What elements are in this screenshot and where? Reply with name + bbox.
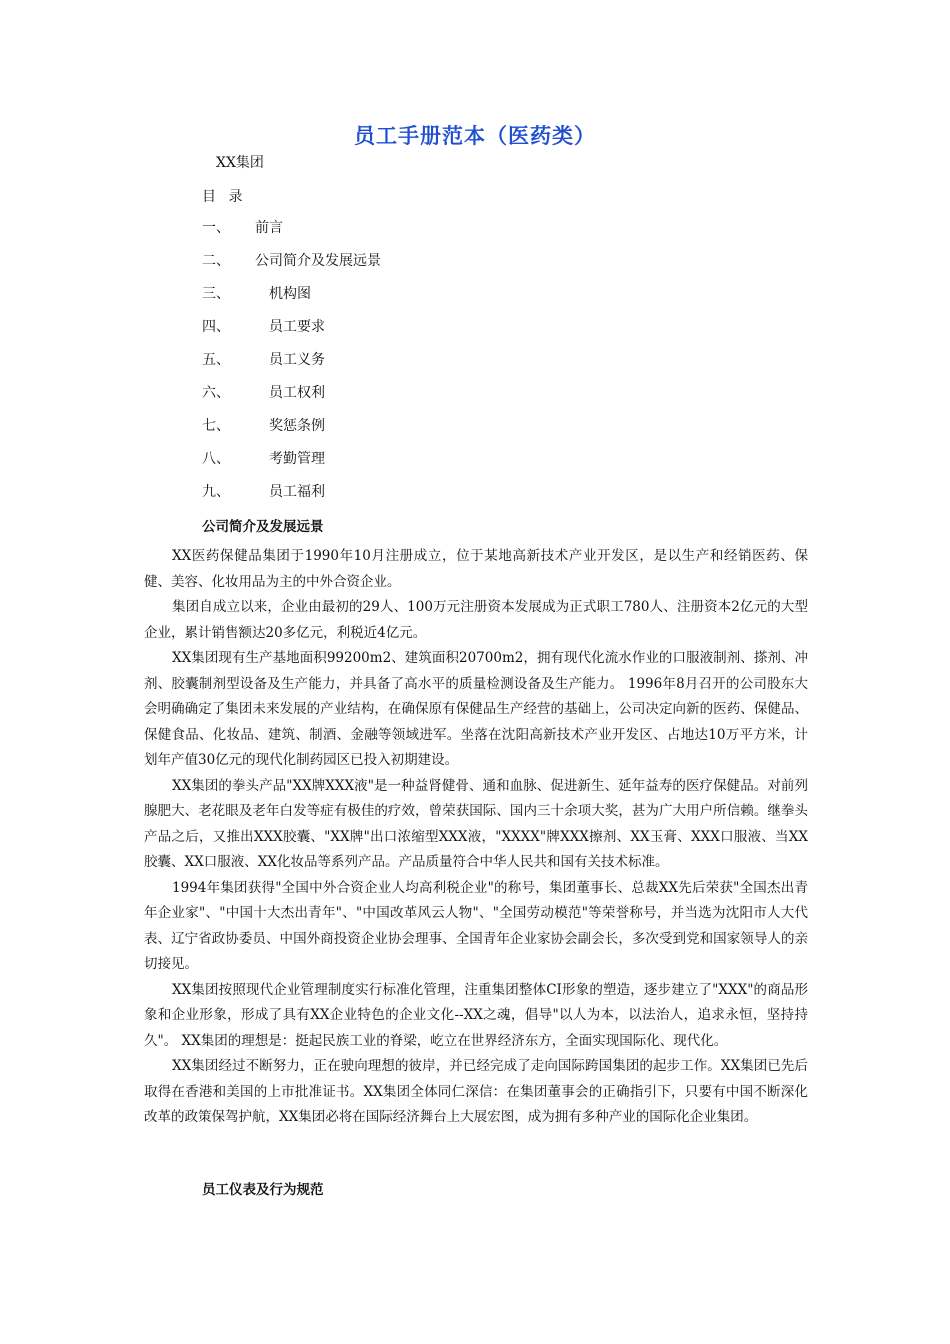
company-name: XX集团 bbox=[216, 155, 264, 171]
toc-item-number: 九、 bbox=[202, 484, 230, 500]
table-of-contents bbox=[202, 217, 602, 514]
toc-item-text: 机构图 bbox=[269, 286, 311, 302]
toc-item-text: 考勤管理 bbox=[269, 451, 325, 467]
paragraph: XX集团现有生产基地面积99200m2、建筑面积20700m2，拥有现代化流水作业的口服液制剂、搽剂、冲剂、胶囊制剂型设备及生产能力，并具备了高水平的质量检测设备及生产能力。 1996年8月召开的公司股东大会明确确定了集团未来发展的产业结构，在确保原有保健品生产经营的基础上，公司决定向新的医药、保健品、保健食品、化妆品、建筑、制酒、金融等领域进军。坐落在沈阳高新技术产业开发区、占地达10万平方米，计划年产值30亿元的现代化制药园区已投入初期建设。 bbox=[144, 650, 808, 768]
toc-item bbox=[202, 250, 602, 283]
toc-item-text: 公司简介及发展远景 bbox=[255, 253, 381, 269]
toc-item bbox=[202, 448, 602, 481]
paragraph: XX集团经过不断努力，正在驶向理想的彼岸，并已经完成了走向国际跨国集团的起步工作。XX集团已先后取得在香港和美国的上市批准证书。XX集团全体同仁深信：在集团董事会的正确指引下，只要有中国不断深化改革的政策保驾护航，XX集团必将在国际经济舞台上大展宏图，成为拥有多种产业的国际化企业集团。 bbox=[144, 1058, 808, 1125]
toc-item-text: 奖惩条例 bbox=[269, 418, 325, 434]
toc-item-text: 员工义务 bbox=[269, 352, 325, 368]
toc-item-text: 员工权利 bbox=[269, 385, 325, 401]
toc-item bbox=[202, 349, 602, 382]
toc-item bbox=[202, 382, 602, 415]
toc-item bbox=[202, 217, 602, 250]
paragraph: XX医药保健品集团于1990年10月注册成立，位于某地高新技术产业开发区，是以生产和经销医药、保健、美容、化妆用品为主的中外合资企业。 bbox=[144, 548, 808, 590]
toc-item-number: 四、 bbox=[202, 319, 230, 335]
toc-item-number: 八、 bbox=[202, 451, 230, 467]
toc-item-text: 员工福利 bbox=[269, 484, 325, 500]
toc-item bbox=[202, 415, 602, 448]
section-heading-conduct: 员工仪表及行为规范 bbox=[202, 1182, 324, 1198]
toc-item-number: 二、 bbox=[202, 253, 230, 269]
toc-item bbox=[202, 316, 602, 349]
toc-item-number: 七、 bbox=[202, 418, 230, 434]
toc-item-text: 员工要求 bbox=[269, 319, 325, 335]
toc-item-number: 一、 bbox=[202, 220, 230, 236]
paragraph: 集团自成立以来，企业由最初的29人、100万元注册资本发展成为正式职工780人、注册资本2亿元的大型企业，累计销售额达20多亿元，利税近4亿元。 bbox=[144, 599, 808, 641]
paragraph: XX集团的拳头产品"XX牌XXX液"是一种益肾健骨、通和血脉、促进新生、延年益寿的医疗保健品。对前列腺肥大、老花眼及老年白发等症有极佳的疗效，曾荣获国际、国内三十余项大奖，甚为广大用户所信赖。继拳头产品之后，又推出XXX胶囊、"XX牌"出口浓缩型XXX液，"XXXX"牌XXX擦剂、XX玉膏、XXX口服液、当XX胶囊、XX口服液、XX化妆品等系列产品。产品质量符合中华人民共和国有关技术标准。 bbox=[144, 777, 808, 870]
toc-label: 目 录 bbox=[202, 189, 247, 205]
toc-item bbox=[202, 481, 602, 514]
section-heading-company-profile: 公司简介及发展远景 bbox=[202, 519, 324, 535]
paragraph: 1994年集团获得"全国中外合资企业人均高利税企业"的称号，集团董事长、总裁XX先后荣获"全国杰出青年企业家"、"中国十大杰出青年"、"中国改革风云人物"、"全国劳动模范"等荣誉称号，并当选为沈阳市人大代表、辽宁省政协委员、中国外商投资企业协会理事、全国青年企业家协会副会长，多次受到党和国家领导人的亲切接见。 bbox=[144, 879, 808, 972]
document-title: 员工手册范本（医药类） bbox=[354, 124, 596, 148]
toc-item bbox=[202, 283, 602, 316]
toc-item-number: 三、 bbox=[202, 286, 230, 302]
section-body bbox=[144, 544, 808, 1131]
paragraph: XX集团按照现代企业管理制度实行标准化管理，注重集团整体CI形象的塑造，逐步建立了"XXX"的商品形象和企业形象，形成了具有XX企业特色的企业文化--XX之魂，倡导"以人为本，以法治人，追求永恒，坚持持久"。 XX集团的理想是：挺起民族工业的脊梁，屹立在世界经济东方，全面实现国际化、现代化。 bbox=[144, 981, 808, 1049]
toc-item-text: 前言 bbox=[255, 220, 283, 236]
toc-item-number: 五、 bbox=[202, 352, 230, 368]
toc-item-number: 六、 bbox=[202, 385, 230, 401]
